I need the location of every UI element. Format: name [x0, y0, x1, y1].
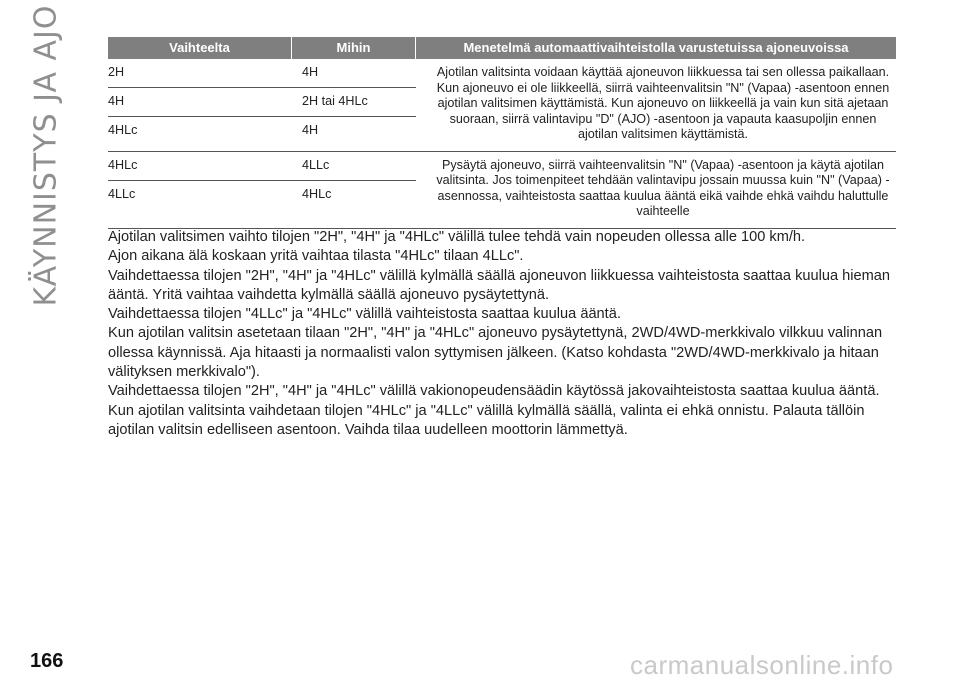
site-watermark: carmanualsonline.info [630, 650, 894, 680]
cell-from: 4HLc [108, 157, 138, 172]
cell-from: 4H [108, 94, 125, 108]
table-row [108, 88, 416, 117]
cell-method: Ajotilan valitsinta voidaan käyttää ajoneuvon liikkuessa tai sen ollessa paikallaan. Kun ajoneuvo ei ole liikkeellä, siirrä vaihteenvalitsin "N" (Vapaa) -asentoon ennen ajotilan valitsimen käyttämistä. Kun ajoneuvo on liikkeellä ja vain kun sitä ajetaan suoraan, siirrä valintavipu "D" (AJO) -asentoon ja vapauta kaasupoljin ennen ajotilan valitsimen käyttämistä. [436, 65, 890, 141]
gear-change-table [108, 37, 896, 229]
cell-to: 4H [302, 123, 319, 137]
cell-from: 2H [108, 65, 125, 79]
cell-method: Pysäytä ajoneuvo, siirrä vaihteenvalitsin "N" (Vapaa) -asentoon ja käytä ajotilan valitsinta. Jos toimenpiteet tehdään valintavipu jossain muussa kuin "N" (Vapaa) -asennossa, vaihteistosta saattaa kuulua ääntä eikä vaihde ehkä vaihdu haluttulle vaihteelle [436, 157, 890, 218]
header-method: Menetelmä automaattivaihteistolla varustetuissa ajoneuvoissa [463, 40, 849, 55]
table-group-1-rows [108, 59, 416, 151]
cell-from: 4HLc [108, 123, 138, 137]
body-text [108, 228, 908, 440]
paragraph: Vaihdettaessa tilojen "2H", "4H" ja "4HLc" välillä kylmällä säällä ajoneuvon liikkuessa vaihteistosta saattaa kuulua hieman ääntä. Yritä vaihtaa vaihdetta kylmällä säällä ajoneuvo pysäytettynä. [108, 267, 890, 303]
table-row [108, 117, 416, 145]
page-number: 166 [30, 650, 64, 672]
paragraph: Vaihdettaessa tilojen "4LLc" ja "4HLc" välillä vaihteistosta saattaa kuulua ääntä. [108, 306, 621, 323]
section-side-title [26, 3, 66, 307]
header-from: Vaihteelta [108, 37, 292, 59]
table-row [108, 59, 416, 88]
cell-to: 4HLc [302, 186, 332, 201]
table-row [108, 152, 416, 181]
section-side-title-text: KÄYNNISTYS JA AJO [28, 3, 64, 307]
cell-from: 4LLc [108, 186, 136, 201]
paragraph: Kun ajotilan valitsin asetetaan tilaan "2H", "4H" ja "4HLc" ajoneuvo pysäytettynä, 2WD/4WD-merkkivalo vilkkuu valinnan ollessa käynnissä. Aja hitaasti ja normaalisti valon syttymisen jälkeen. (Katso kohdasta "2WD/4WD-merkkivalo ja hitaan välityksen merkkivalo"). [108, 325, 883, 381]
table-group-1 [108, 59, 896, 152]
table-group-2-rows [108, 152, 416, 228]
paragraph: Vaihdettaessa tilojen "2H", "4H" ja "4HLc" välillä vakionopeudensäädin käytössä jakovaihteistosta saattaa kuulua ääntä. [108, 383, 880, 400]
cell-to: 4H [302, 65, 319, 79]
table-group-2 [108, 152, 896, 229]
paragraph: Kun ajotilan valitsinta vaihdetaan tilojen "4HLc" ja "4LLc" välillä kylmällä säällä, valinta ei ehkä onnistu. Palauta tällöin ajotilan valitsin edelliseen asentoon. Vaihda tilaa uudelleen moottorin lämmettyä. [108, 402, 865, 438]
cell-to: 2H tai 4HLc [302, 94, 368, 108]
paragraph: Ajon aikana älä koskaan yritä vaihtaa tilasta "4HLc" tilaan 4LLc". [108, 248, 524, 265]
table-row [108, 181, 416, 209]
header-to: Mihin [292, 37, 416, 59]
paragraph: Ajotilan valitsimen vaihto tilojen "2H", "4H" ja "4HLc" välillä tulee tehdä vain nopeuden ollessa alle 100 km/h. [108, 229, 806, 245]
cell-to: 4LLc [302, 157, 330, 172]
table-header [108, 37, 896, 59]
